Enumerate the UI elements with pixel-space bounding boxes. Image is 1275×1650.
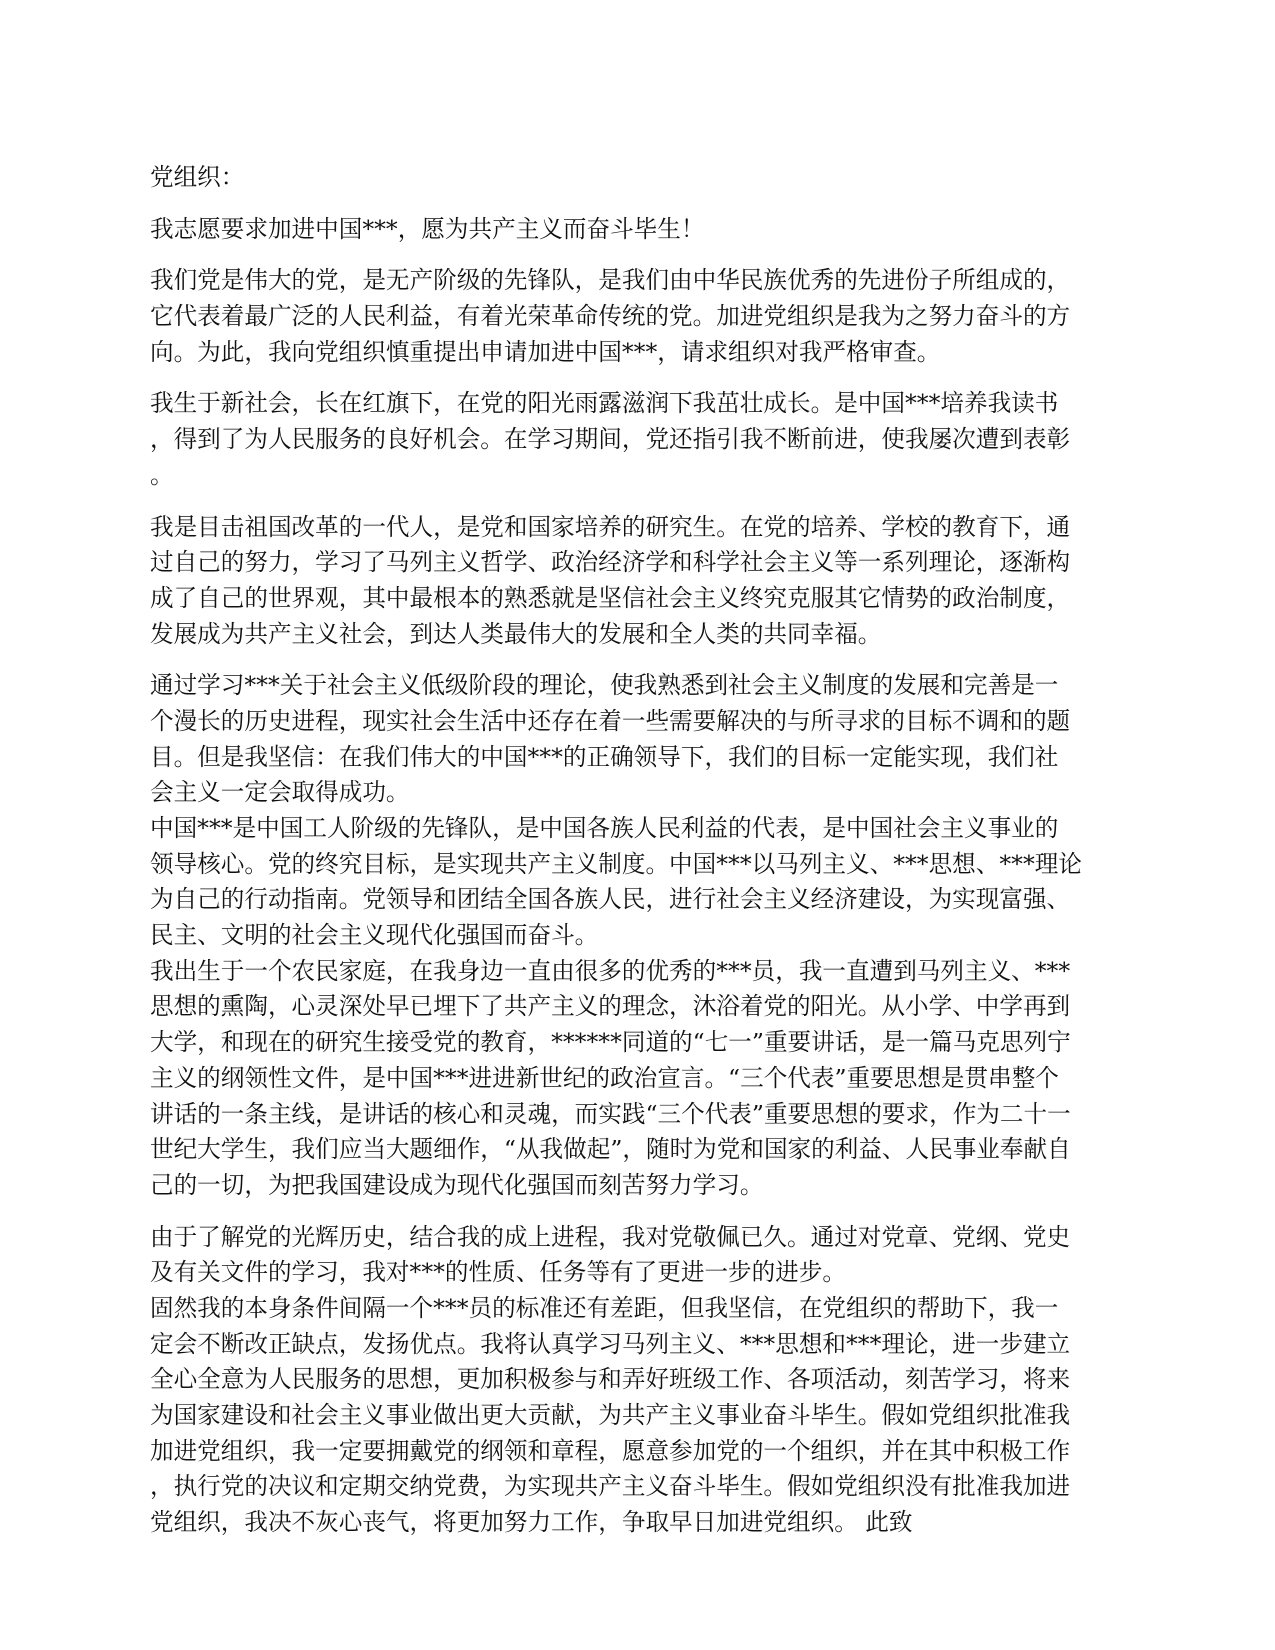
primary-stage-paragraph xyxy=(150,668,1122,811)
text-line: 由于了解党的光辉历史，结合我的成上进程，我对党敬佩已久。通过对党章、党纲、党史 xyxy=(150,1222,1071,1251)
salutation-paragraph xyxy=(150,160,1122,196)
text-line: 它代表着最广泛的人民利益，有着光荣革命传统的党。加进党组织是我为之努力奋斗的方 xyxy=(150,302,1071,331)
text-line: 个漫长的历史进程，现实社会生活中还存在着一些需要解决的与所寻求的目标不调和的题 xyxy=(150,706,1071,735)
text-line: 目。但是我坚信：在我们伟大的中国***的正确领导下，我们的目标一定能实现，我们社 xyxy=(150,742,1059,771)
document-page xyxy=(150,160,1122,1541)
text-line: 党组织： xyxy=(150,163,245,191)
text-line: 我生于新社会，长在红旗下，在党的阳光雨露滋润下我茁壮成长。是中国***培养我读书 xyxy=(150,389,1059,418)
upbringing-paragraph xyxy=(150,386,1122,493)
text-line: 为自己的行动指南。党领导和团结全国各族人民，进行社会主义经济建设，为实现富强、 xyxy=(150,885,1071,914)
history-paragraph xyxy=(150,1220,1122,1291)
text-line: 。 xyxy=(150,460,174,489)
text-line: 加进党组织，我一定要拥戴党的纲领和章程，愿意参加党的一个组织，并在其中积极工作 xyxy=(150,1436,1071,1465)
text-line: 通过学习***关于社会主义低级阶段的理论，使我熟悉到社会主义制度的发展和完善是一 xyxy=(150,671,1059,700)
text-line: 思想的熏陶，心灵深处早已埋下了共产主义的理念，沐浴着党的阳光。从小学、中学再到 xyxy=(150,992,1071,1021)
text-line: 我出生于一个农民家庭，在我身边一直由很多的优秀的***员，我一直遭到马列主义、*** xyxy=(150,956,1071,985)
text-line: 中国***是中国工人阶级的先锋队，是中国各族人民利益的代表，是中国社会主义事业的 xyxy=(150,814,1059,842)
text-line: ，得到了为人民服务的良好机会。在学习期间，党还指引我不断前进，使我屡次遭到表彰 xyxy=(150,425,1071,454)
text-line: 固然我的本身条件间隔一个***员的标准还有差距，但我坚信，在党组织的帮助下，我一 xyxy=(150,1293,1059,1322)
text-line: 发展成为共产主义社会，到达人类最伟大的发展和全人类的共同幸福。 xyxy=(150,619,882,648)
text-line: 成了自己的世界观，其中最根本的熟悉就是坚信社会主义终究克服其它情势的政治制度， xyxy=(150,583,1071,612)
text-line: ，执行党的决议和定期交纳党费，为实现共产主义奋斗毕生。假如党组织没有批准我加进 xyxy=(150,1472,1071,1501)
text-line: 全心全意为人民服务的思想，更加积极参与和弄好班级工作、各项活动，刻苦学习，将来 xyxy=(150,1365,1071,1394)
text-line: 民主、文明的社会主义现代化强国而奋斗。 xyxy=(150,921,599,950)
party-role-paragraph xyxy=(150,811,1122,954)
text-line: 定会不断改正缺点，发扬优点。我将认真学习马列主义、***思想和***理论，进一步建立 xyxy=(150,1329,1071,1358)
text-line: 向。为此，我向党组织慎重提出申请加进中国***，请求组织对我严格审查。 xyxy=(150,337,941,366)
party-nature-paragraph xyxy=(150,263,1122,370)
graduate-study-paragraph xyxy=(150,510,1122,653)
text-line: 我是目击祖国改革的一代人，是党和国家培养的研究生。在党的培养、学校的教育下，通 xyxy=(150,512,1071,541)
family-paragraph xyxy=(150,954,1122,1204)
declaration-paragraph xyxy=(150,212,1122,248)
text-line: 主义的纲领性文件，是中国***进进新世纪的政治宣言。“三个代表”重要思想是贯串整个 xyxy=(150,1063,1059,1092)
text-line: 讲话的一条主线，是讲话的核心和灵魂，而实践“三个代表”重要思想的要求，作为二十一 xyxy=(150,1099,1071,1128)
text-line: 我志愿要求加进中国***，愿为共产主义而奋斗毕生！ xyxy=(150,214,705,243)
text-line: 过自己的努力，学习了马列主义哲学、政治经济学和科学社会主义等一系列理论，逐渐构 xyxy=(150,548,1071,577)
text-line: 党组织，我决不灰心丧气，将更加努力工作，争取早日加进党组织。 此致 xyxy=(150,1508,913,1537)
text-line: 及有关文件的学习，我对***的性质、任务等有了更进一步的进步。 xyxy=(150,1258,847,1287)
text-line: 为国家建设和社会主义事业做出更大贡献，为共产主义事业奋斗毕生。假如党组织批准我 xyxy=(150,1401,1071,1429)
text-line: 我们党是伟大的党，是无产阶级的先锋队，是我们由中华民族优秀的先进份子所组成的， xyxy=(150,266,1071,295)
text-line: 大学，和现在的研究生接受党的教育，******同道的“七一”重要讲话，是一篇马克思列宁 xyxy=(150,1028,1071,1057)
text-line: 己的一切，为把我国建设成为现代化强国而刻苦努力学习。 xyxy=(150,1170,764,1199)
commitment-paragraph xyxy=(150,1291,1122,1541)
text-line: 世纪大学生，我们应当大题细作，“从我做起”，随时为党和国家的利益、人民事业奉献自 xyxy=(150,1135,1071,1164)
text-line: 领导核心。党的终究目标，是实现共产主义制度。中国***以马列主义、***思想、***理论 xyxy=(150,849,1082,878)
text-line: 会主义一定会取得成功。 xyxy=(150,778,410,807)
